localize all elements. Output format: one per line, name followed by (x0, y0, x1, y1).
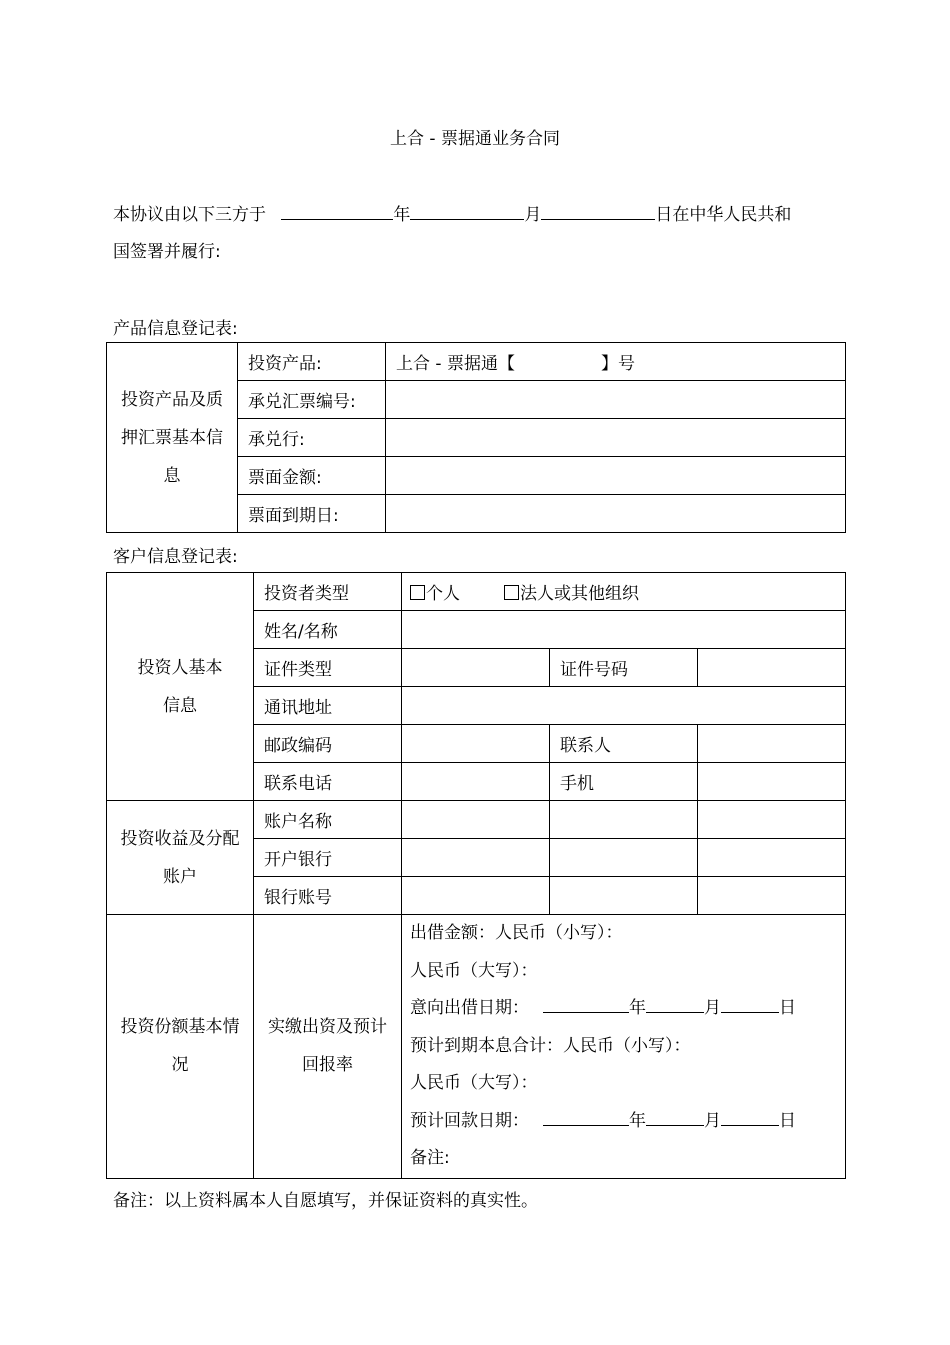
intro-line-1 (113, 200, 791, 225)
account-name-label: 账户名称 (254, 801, 402, 839)
repay-date-label: 预计回款日期： (410, 1110, 529, 1131)
repay-date-row (410, 1103, 837, 1141)
lend-date-label: 意向出借日期： (410, 998, 529, 1018)
id-number-field[interactable] (698, 649, 846, 687)
account-group-label: 投资收益及分配账户 (107, 801, 254, 915)
product-value-suffix: 】号 (600, 354, 635, 374)
account-no-field-1[interactable] (402, 877, 550, 915)
bank-label: 开户银行 (254, 839, 402, 877)
remark-label: 备注: (410, 1148, 450, 1168)
product-value-maturity[interactable] (386, 495, 846, 533)
product-value-face-amount[interactable] (386, 457, 846, 495)
contact-label: 联系人 (550, 725, 698, 763)
lend-amount-small: 出借金额：人民币（小写）： (410, 923, 623, 943)
phone-label: 联系电话 (254, 763, 402, 801)
product-label-investment: 投资产品: (238, 343, 386, 381)
address-field[interactable] (402, 687, 846, 725)
lend-day-blank[interactable] (721, 996, 779, 1013)
repay-day-blank[interactable] (721, 1109, 779, 1126)
total-small: 预计到期本息合计：人民币（小写）： (410, 1035, 691, 1056)
repay-year: 年 (629, 1110, 646, 1131)
product-label-bill-number: 承兑汇票编号: (238, 381, 386, 419)
share-group-label: 投资份额基本情况 (107, 915, 254, 1179)
total-big: 人民币（大写）： (410, 1073, 538, 1093)
lend-month-blank[interactable] (646, 996, 704, 1013)
option-entity-label: 法人或其他组织 (520, 584, 639, 604)
product-value-acceptor[interactable] (386, 419, 846, 457)
year-blank[interactable] (281, 201, 393, 220)
intro-line-2: 国签署并履行: (113, 242, 221, 262)
account-no-field-2[interactable] (550, 877, 698, 915)
product-group-label: 投资产品及质押汇票基本信息 (107, 343, 238, 533)
account-no-field-3[interactable] (698, 877, 846, 915)
repay-month-blank[interactable] (646, 1109, 704, 1126)
day-blank[interactable] (541, 201, 655, 220)
id-number-label: 证件号码 (550, 649, 698, 687)
lend-year: 年 (629, 998, 646, 1018)
product-info-table (106, 342, 846, 533)
investor-type-options (402, 573, 846, 611)
repay-month: 月 (704, 1110, 721, 1131)
account-name-field-3[interactable] (698, 801, 846, 839)
footnote: 备注：以上资料属本人自愿填写，并保证资料的真实性。 (113, 1191, 538, 1211)
account-name-field-1[interactable] (402, 801, 550, 839)
product-label-maturity: 票面到期日: (238, 495, 386, 533)
checkbox-individual[interactable] (410, 585, 425, 600)
mobile-field[interactable] (698, 763, 846, 801)
contact-field[interactable] (698, 725, 846, 763)
product-label-acceptor: 承兑行: (238, 419, 386, 457)
option-individual-label: 个人 (426, 584, 460, 604)
bank-field-3[interactable] (698, 839, 846, 877)
name-label: 姓名/名称 (254, 611, 402, 649)
paid-group-label: 实缴出资及预计回报率 (254, 915, 402, 1179)
product-label-face-amount: 票面金额: (238, 457, 386, 495)
repay-day: 日 (779, 1110, 796, 1131)
customer-heading: 客户信息登记表: (113, 547, 238, 567)
lend-amount-big: 人民币（大写）： (410, 960, 538, 981)
mobile-label: 手机 (550, 763, 698, 801)
customer-info-table (106, 572, 846, 1179)
checkbox-entity[interactable] (504, 585, 519, 600)
share-details (402, 915, 846, 1179)
lend-month: 月 (704, 998, 721, 1018)
id-type-field[interactable] (402, 649, 550, 687)
name-field[interactable] (402, 611, 846, 649)
account-name-field-2[interactable] (550, 801, 698, 839)
account-no-label: 银行账号 (254, 877, 402, 915)
lend-year-blank[interactable] (543, 996, 629, 1013)
intro-suffix: 日在中华人民共和 (655, 205, 792, 225)
repay-year-blank[interactable] (543, 1109, 629, 1126)
id-type-label: 证件类型 (254, 649, 402, 687)
investor-group-label: 投资人基本信息 (107, 573, 254, 801)
lend-day: 日 (779, 998, 796, 1018)
postcode-field[interactable] (402, 725, 550, 763)
product-value-prefix: 上合 - 票据通【 (396, 354, 515, 374)
month-blank[interactable] (410, 201, 524, 220)
product-value-investment[interactable] (386, 343, 846, 381)
phone-field[interactable] (402, 763, 550, 801)
product-heading: 产品信息登记表: (113, 319, 238, 339)
lend-date-row (410, 990, 837, 1028)
product-value-bill-number[interactable] (386, 381, 846, 419)
address-label: 通讯地址 (254, 687, 402, 725)
bank-field-2[interactable] (550, 839, 698, 877)
investor-type-label: 投资者类型 (254, 573, 402, 611)
bank-field-1[interactable] (402, 839, 550, 877)
intro-prefix: 本协议由以下三方于 (113, 205, 266, 225)
intro-month: 月 (524, 205, 542, 225)
intro-year: 年 (393, 205, 411, 225)
postcode-label: 邮政编码 (254, 725, 402, 763)
document-title: 上合 - 票据通业务合同 (390, 129, 560, 149)
